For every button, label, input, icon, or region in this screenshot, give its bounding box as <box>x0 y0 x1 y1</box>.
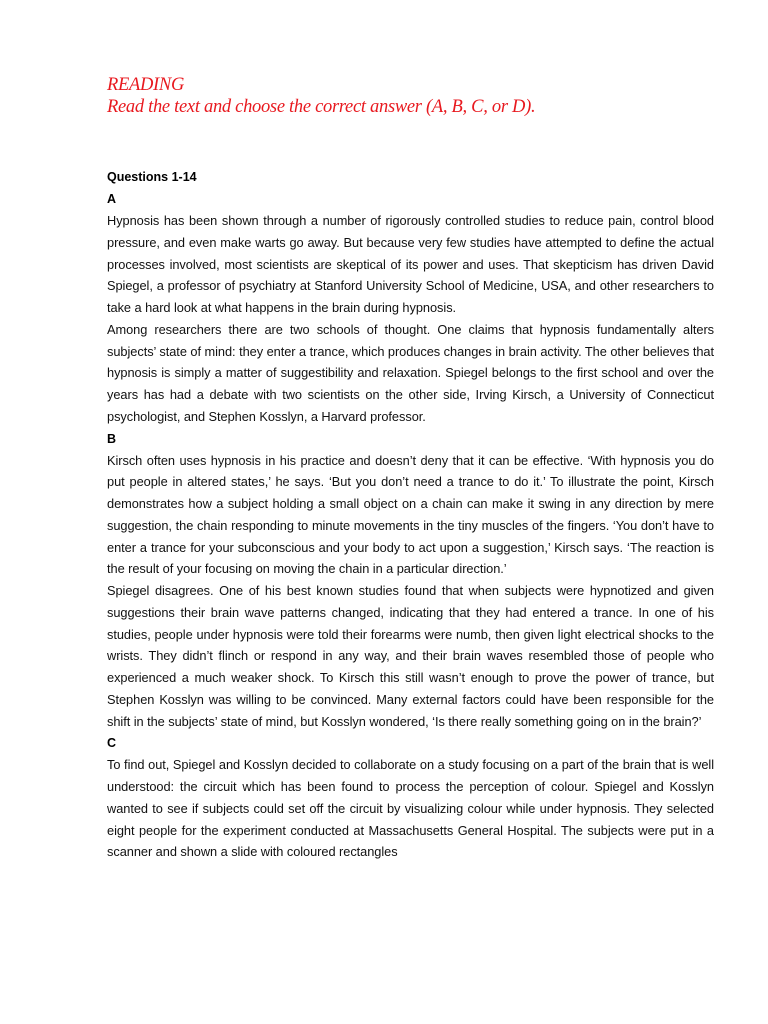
section-c-paragraph-1: To find out, Spiegel and Kosslyn decided to collaborate on a study focusing on a part of the brain that is well understood: the circuit which has been found to process the perception of colour. Spiegel and Kosslyn wanted to see if subjects could set off the circuit by visualizing colour while under hypnosis. They selected eight people for the experiment conducted at Massachusetts General Hospital. The subjects were put in a scanner and shown a slide with coloured rectangles <box>107 757 714 860</box>
document-page <box>107 74 714 863</box>
section-b-paragraph-2: Spiegel disagrees. One of his best known studies found that when subjects were hypnotized and given suggestions their brain wave patterns changed, indicating that they had entered a trance. In one of his studies, people under hypnosis were told their forearms were numb, then given light electrical shocks to the wrists. They didn’t flinch or respond in any way, and their brain waves resembled those of people who experienced a much weaker shock. To Kirsch this still wasn’t enough to prove the power of trance, but Stephen Kosslyn was willing to be convinced. Many external factors could have been responsible for the shift in the subjects’ state of mind, but Kosslyn wondered, ‘Is there really something going on in the brain?’ <box>107 583 714 729</box>
section-c-label: C <box>107 736 117 751</box>
section-a-label: A <box>107 192 117 206</box>
section-a-paragraph-2: Among researchers there are two schools of thought. One claims that hypnosis fundamentally alters subjects’ state of mind: they enter a trance, which produces changes in brain activity. The other believes that hypnosis is simply a matter of suggestibility and relaxation. Spiegel belongs to the first school and over the years has had a debate with two scientists on the other side, Irving Kirsch, a University of Connecticut psychologist, and Stephen Kosslyn, a Harvard professor. <box>107 321 714 424</box>
section-b-paragraph-1: Kirsch often uses hypnosis in his practice and doesn’t deny that it can be effective. ‘With hypnosis you do put people in altered states,’ he says. ‘But you don’t need a trance to do it.’ To illustrate the point, Kirsch demonstrates how a subject holding a small object on a chain can make it swing in any direction by mere suggestion, the chain responding to minute movements in the tiny muscles of the fingers. ‘You don’t have to enter a trance for your subconscious and your body to act upon a suggestion,’ Kirsch says. ‘The reaction is the result of your focusing on moving the chain in a particular direction.’ <box>107 452 714 577</box>
reading-title: READING <box>107 75 185 95</box>
section-a-paragraph-1: Hypnosis has been shown through a number of rigorously controlled studies to reduce pain, control blood pressure, and even make warts go away. But because very few studies have attempted to define the actual processes involved, most scientists are skeptical of its power and uses. That skepticism has driven David Spiegel, a professor of psychiatry at Stanford University School of Medicine, USA, and other researchers to take a hard look at what happens in the brain during hypnosis. <box>107 213 714 315</box>
reading-instruction: Read the text and choose the correct answer (A, B, C, or D). <box>107 97 536 117</box>
questions-label: Questions 1-14 <box>107 170 197 184</box>
section-b-label: B <box>107 431 117 446</box>
